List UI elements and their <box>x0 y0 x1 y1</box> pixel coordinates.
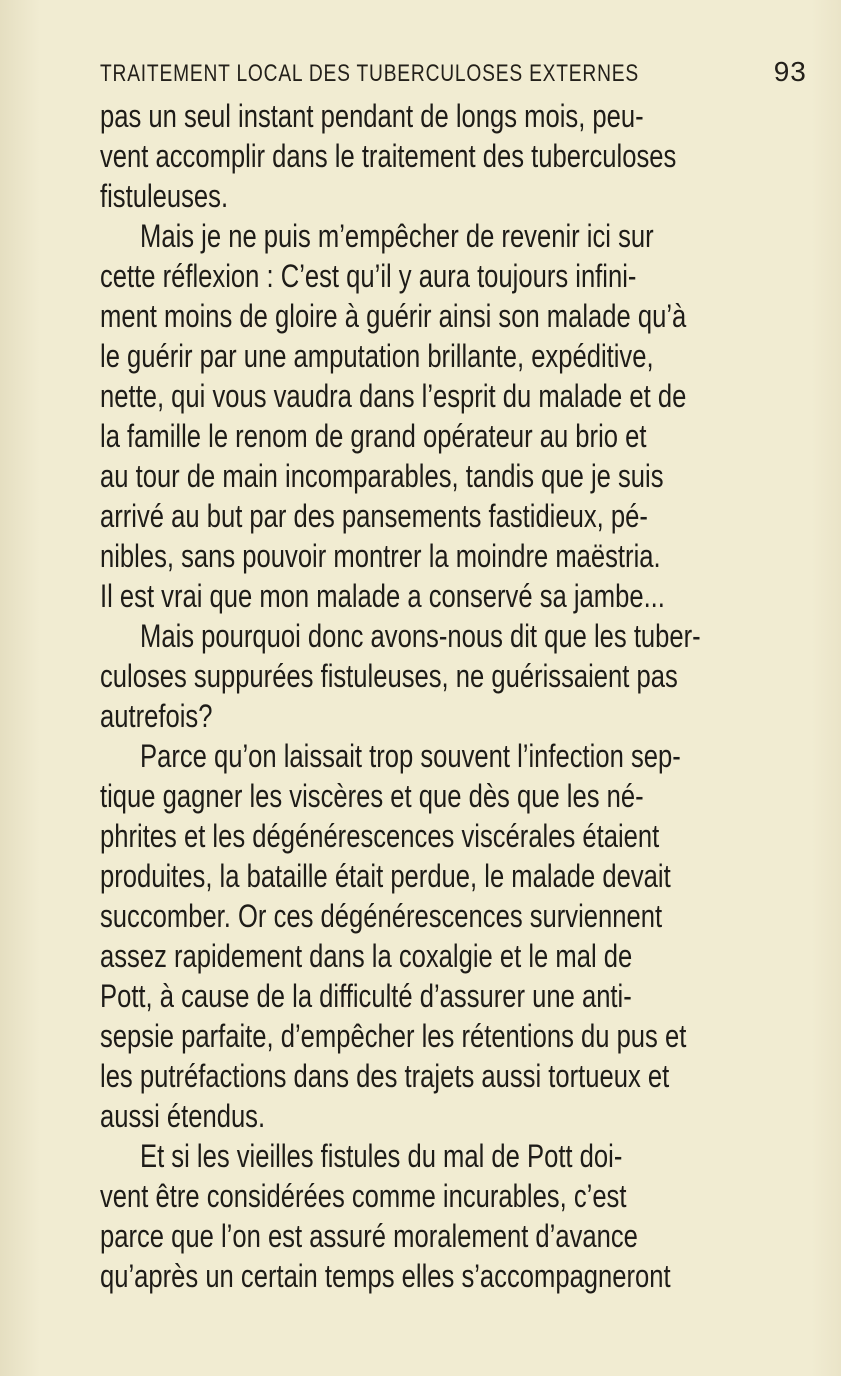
text-line: les putréfactions dans des trajets aussi tortueux et <box>100 1058 670 1094</box>
text-line: parce que l’on est assuré moralement d’avance <box>100 1218 638 1254</box>
text-line: autrefois? <box>100 698 213 734</box>
text-line: la famille le renom de grand opérateur au brio et <box>100 418 647 454</box>
text-line: Pott, à cause de la difficulté d’assurer une anti- <box>100 978 632 1014</box>
text-line: le guérir par une amputation brillante, expéditive, <box>100 338 654 374</box>
text-line: Il est vrai que mon malade a conservé sa jambe... <box>100 578 665 614</box>
text-line: vent être considérées comme incurables, c’est <box>100 1178 627 1214</box>
text-line: sepsie parfaite, d’empêcher les rétentions du pus et <box>100 1018 687 1054</box>
text-line: qu’après un certain temps elles s’accompagneront <box>100 1258 671 1294</box>
text-line: culoses suppurées fistuleuses, ne guérissaient pas <box>100 658 678 694</box>
running-head-title: TRAITEMENT LOCAL DES TUBERCULOSES EXTERNES <box>100 60 639 87</box>
text-line: tique gagner les viscères et que dès que les né- <box>100 778 644 814</box>
text-line: produites, la bataille était perdue, le malade devait <box>100 858 671 894</box>
text-line: pas un seul instant pendant de longs mois, peu- <box>100 98 644 134</box>
text-line: fistuleuses. <box>100 178 229 214</box>
body-text <box>100 96 780 1296</box>
text-line: cette réflexion : C’est qu’il y aura toujours infini- <box>100 258 637 294</box>
text-line: vent accomplir dans le traitement des tuberculoses <box>100 138 677 174</box>
text-line: succomber. Or ces dégénérescences surviennent <box>100 898 663 934</box>
page-number: 93 <box>773 56 807 87</box>
running-head <box>100 56 807 96</box>
text-line: aussi étendus. <box>100 1098 266 1134</box>
text-line: assez rapidement dans la coxalgie et le mal de <box>100 938 633 974</box>
text-line: nibles, sans pouvoir montrer la moindre maëstria. <box>100 538 661 574</box>
text-line: nette, qui vous vaudra dans l’esprit du malade et de <box>100 378 687 414</box>
text-line: phrites et les dégénérescences viscérales étaient <box>100 818 660 854</box>
text-line: arrivé au but par des pansements fastidieux, pé- <box>100 498 648 534</box>
text-line: Parce qu’on laissait trop souvent l’infection sep- <box>140 738 681 774</box>
text-line: Et si les vieilles fistules du mal de Pott doi- <box>140 1138 623 1174</box>
text-line: ment moins de gloire à guérir ainsi son malade qu’à <box>100 298 687 334</box>
text-line: au tour de main incomparables, tandis que je suis <box>100 458 664 494</box>
text-line: Mais je ne puis m’empêcher de revenir ici sur <box>140 218 654 254</box>
text-line: Mais pourquoi donc avons-nous dit que les tuber- <box>140 618 701 654</box>
